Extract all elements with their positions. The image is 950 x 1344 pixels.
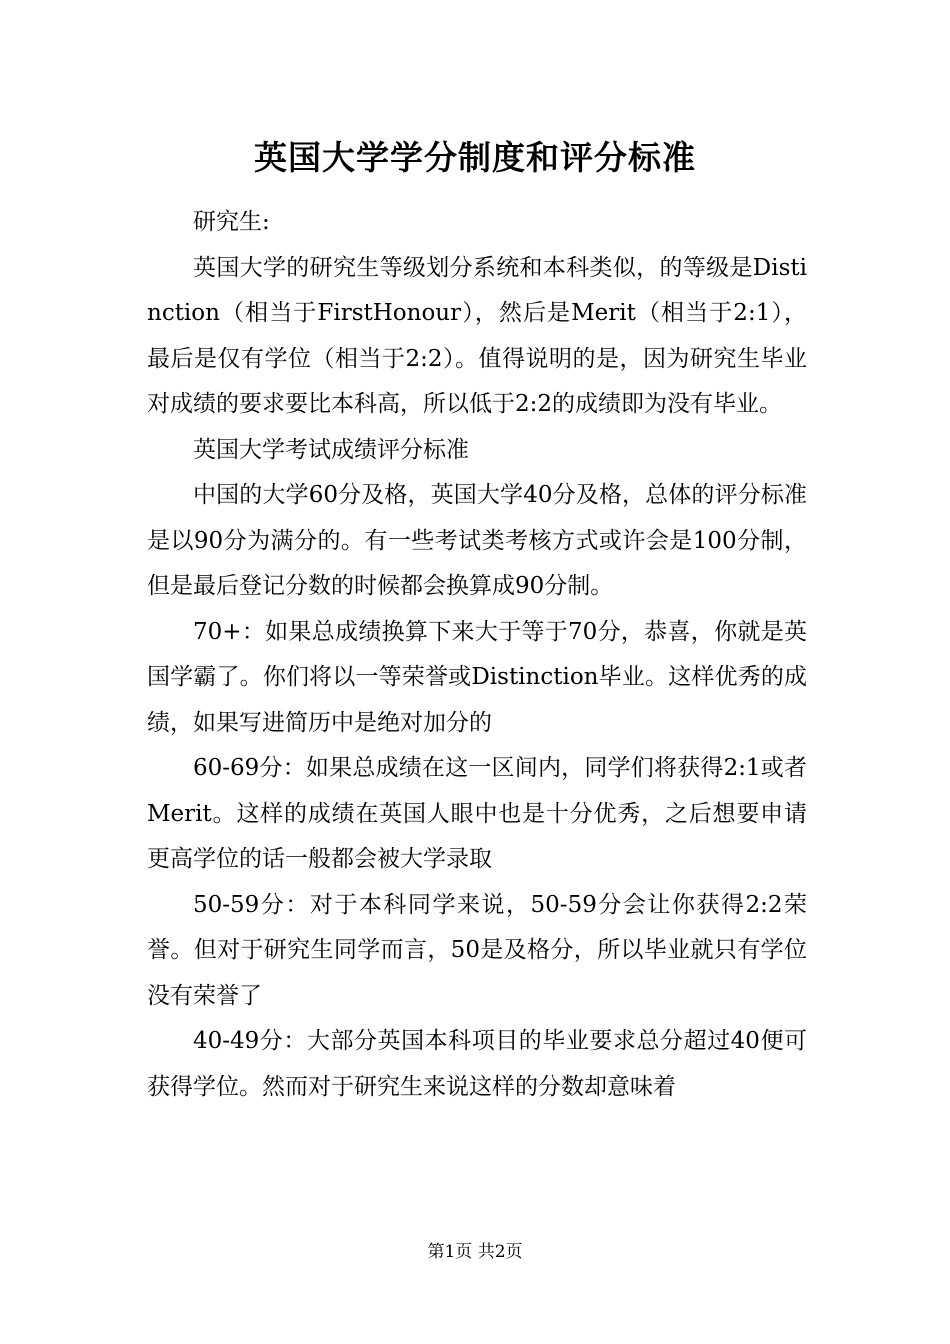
page-number-footer: 第1页 共2页 [427,1242,523,1262]
paragraph-graduate-label: 研究生: [193,209,270,235]
paragraph-section-heading: 英国大学考试成绩评分标准 [193,436,469,463]
document-title: 英国大学学分制度和评分标准 [254,138,696,177]
document-body [147,200,807,1110]
paragraph-grade-70-plus: 70+：如果总成绩换算下来大于等于70分，恭喜，你就是英国学霸了。你们将以一等荣誉或Distinction毕业。这样优秀的成绩，如果写进简历中是绝对加分的 [147,618,807,736]
paragraph-graduate-grading: 英国大学的研究生等级划分系统和本科类似，的等级是Distinction（相当于FirstHonour），然后是Merit（相当于2:1），最后是仅有学位（相当于2:2）。值得说明的是，因为研究生毕业对成绩的要求要比本科高，所以低于2:2的成绩即为没有毕业。 [147,254,807,417]
paragraph-grade-40-49: 40-49分：大部分英国本科项目的毕业要求总分超过40便可获得学位。然而对于研究生来说这样的分数却意味着 [147,1028,807,1100]
paragraph-grade-50-59: 50-59分：对于本科同学来说，50-59分会让你获得2:2荣誉。但对于研究生同学而言，50是及格分，所以毕业就只有学位没有荣誉了 [147,891,807,1009]
paragraph-grade-60-69: 60-69分：如果总成绩在这一区间内，同学们将获得2:1或者Merit。这样的成绩在英国人眼中也是十分优秀，之后想要申请更高学位的话一般都会被大学录取 [147,755,807,872]
paragraph-passing-score: 中国的大学60分及格，英国大学40分及格，总体的评分标准是以90分为满分的。有一些考试类考核方式或许会是100分制，但是最后登记分数的时候都会换算成90分制。 [147,482,807,599]
